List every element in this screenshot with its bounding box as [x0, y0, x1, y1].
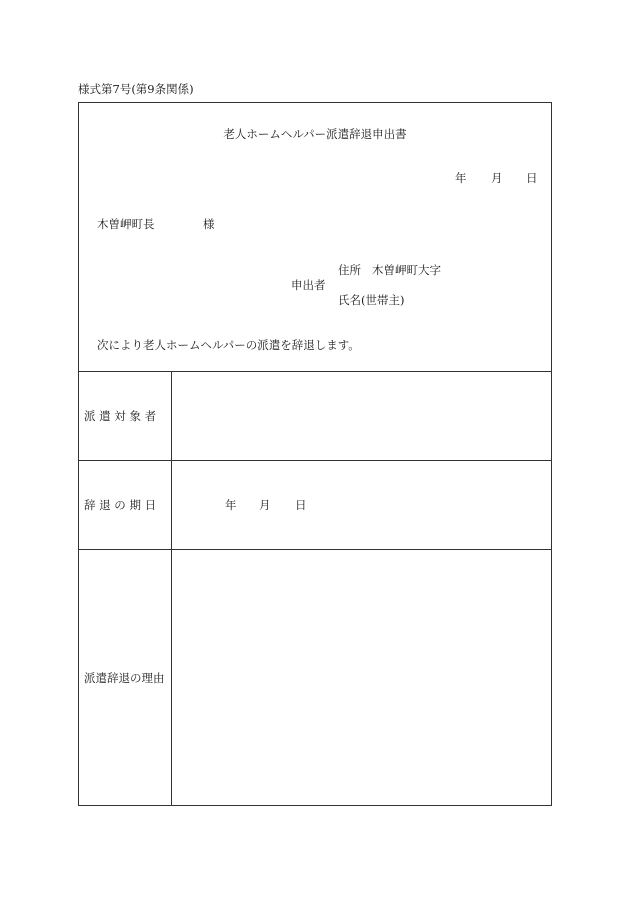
- row-date-year: 年: [225, 498, 237, 512]
- table-divider: [79, 371, 551, 372]
- applicant-address-value: 木曽岬町大字: [372, 263, 441, 277]
- date-year-label: 年: [455, 171, 467, 185]
- row-date-day: 日: [295, 498, 307, 512]
- statement-text: 次により老人ホームヘルパーの派遣を辞退します。: [97, 338, 360, 352]
- row-label-target: 派 遣 対 象 者: [84, 409, 157, 423]
- row-label-reason: 派遣辞退の理由: [84, 671, 165, 685]
- table-divider: [79, 460, 551, 461]
- applicant-label: 申出者: [291, 278, 326, 292]
- date-month-label: 月: [491, 171, 503, 185]
- applicant-name-label: 氏名(世帯主): [338, 293, 405, 307]
- row-date-month: 月: [259, 498, 271, 512]
- table-column-divider: [171, 371, 172, 805]
- addressee-honorific: 様: [203, 217, 215, 231]
- table-divider: [79, 549, 551, 550]
- application-form: [78, 102, 552, 806]
- applicant-address-label: 住所: [338, 263, 361, 277]
- row-label-date: 辞 退 の 期 日: [84, 498, 157, 512]
- date-day-label: 日: [526, 171, 538, 185]
- form-number: 様式第7号(第9条関係): [78, 82, 194, 96]
- addressee-name: 木曽岬町長: [97, 217, 155, 231]
- form-title: 老人ホームヘルパー派遣辞退申出書: [223, 127, 407, 141]
